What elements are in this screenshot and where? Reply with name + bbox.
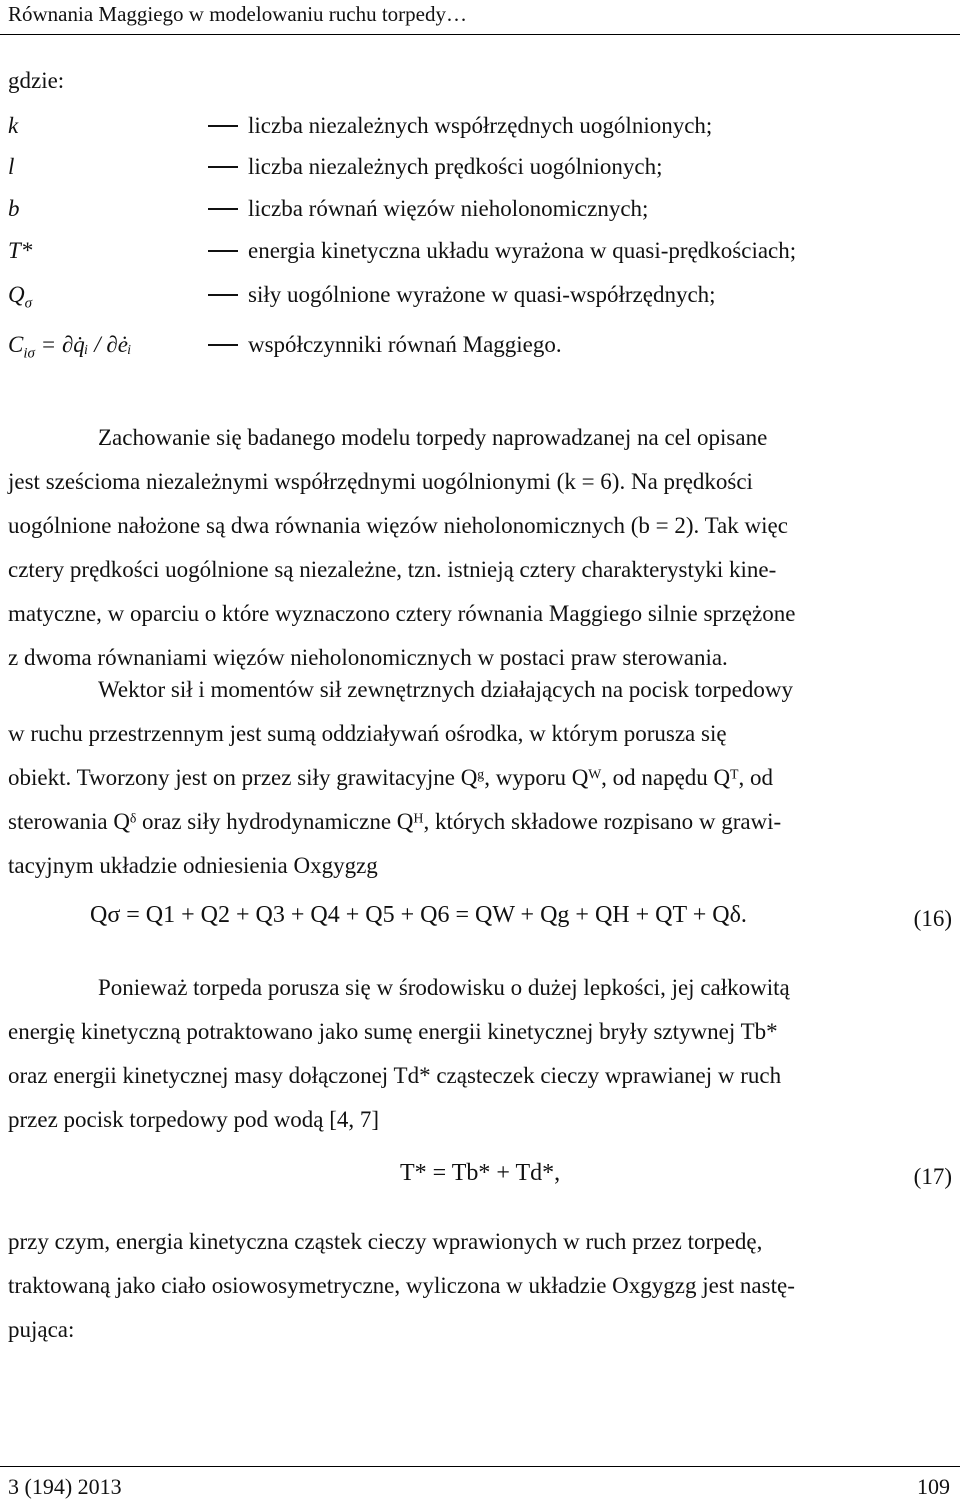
equation-17: T* = Tb* + Td*,	[400, 1160, 561, 1186]
text-line: jest sześcioma niezależnymi współrzędnymi uogólnionymi (k = 6). Na prędkości	[8, 469, 753, 494]
definition-row	[8, 282, 958, 322]
em-dash	[208, 294, 238, 296]
definition-desc: energia kinetyczna układu wyrażona w quasi-prędkościach;	[248, 238, 797, 263]
definition-desc: współczynniki równań Maggiego.	[248, 332, 562, 357]
header-rule	[0, 34, 960, 35]
em-dash	[208, 250, 238, 252]
paragraph	[8, 966, 953, 1142]
text-line: traktowaną jako ciało osiowosymetryczne, wyliczona w układzie Oxgygzg jest nastę-	[8, 1273, 795, 1298]
definition-text	[208, 154, 662, 180]
definition-text	[208, 282, 716, 308]
equation-number: (17)	[913, 1164, 952, 1189]
definition-row	[8, 196, 958, 236]
em-dash	[208, 344, 238, 346]
definition-row	[8, 113, 958, 153]
text-line: sterowania Qᵟ oraz siły hydrodynamiczne Qᴴ, których składowe rozpisano w grawi-	[8, 809, 782, 834]
definition-text	[208, 196, 648, 222]
paragraph	[8, 1220, 953, 1352]
definition-desc: liczba niezależnych prędkości uogólnionych;	[248, 154, 663, 179]
definition-desc: liczba równań więzów nieholonomicznych;	[248, 196, 649, 221]
em-dash	[208, 166, 238, 168]
definition-row	[8, 154, 958, 194]
definition-row	[8, 238, 958, 278]
text-line: obiekt. Tworzony jest on przez siły grawitacyjne Qᵍ, wyporu Qᵂ, od napędu Qᵀ, od	[8, 765, 773, 790]
text-line: cztery prędkości uogólnione są niezależne, tzn. istnieją cztery charakterystyki kine-	[8, 557, 777, 582]
definition-symbol: l	[8, 154, 15, 179]
equation-16: Qσ = Q1 + Q2 + Q3 + Q4 + Q5 + Q6 = QW + Qg + QH + QT + Qδ.	[90, 902, 747, 928]
definition-symbol: $C_{i\sigma}$ = ∂q̇ᵢ / ∂ėᵢ	[8, 332, 132, 362]
definition-desc: liczba niezależnych współrzędnych uogólnionych;	[248, 113, 713, 138]
definition-symbol: b	[8, 196, 20, 221]
text-line: oraz energii kinetycznej masy dołączonej Td* cząsteczek cieczy wprawianej w ruch	[8, 1063, 782, 1088]
definition-text	[208, 332, 562, 358]
text-line: przez pocisk torpedowy pod wodą [4, 7]	[8, 1107, 380, 1132]
paragraph	[8, 668, 953, 888]
equation-number: (16)	[913, 906, 952, 931]
text-line: pująca:	[8, 1317, 75, 1342]
em-dash	[208, 208, 238, 210]
footer-rule	[0, 1466, 960, 1467]
definition-text	[208, 113, 712, 139]
definition-symbol: T*	[8, 238, 33, 263]
text-line: przy czym, energia kinetyczna cząstek cieczy wprawionych w ruch przez torpedę,	[8, 1229, 763, 1254]
em-dash	[208, 125, 238, 127]
definition-text	[208, 238, 796, 264]
text-line: matyczne, w oparciu o które wyznaczono cztery równania Maggiego silnie sprzężone	[8, 601, 796, 626]
text-line: Ponieważ torpeda porusza się w środowisku o dużej lepkości, jej całkowitą	[98, 975, 790, 1000]
text-line: w ruchu przestrzennym jest sumą oddziaływań ośrodka, w którym porusza się	[8, 721, 727, 746]
text-line: tacyjnym układzie odniesienia Oxgygzg	[8, 853, 378, 878]
text-line: Zachowanie się badanego modelu torpedy naprowadzanej na cel opisane	[98, 425, 768, 450]
where-label: gdzie:	[8, 68, 65, 93]
page-number: 109	[917, 1474, 950, 1499]
issue-number: 3 (194) 2013	[8, 1474, 122, 1499]
text-line: uogólnione nałożone są dwa równania więzów nieholonomicznych (b = 2). Tak więc	[8, 513, 788, 538]
text-line: Wektor sił i momentów sił zewnętrznych działających na pocisk torpedowy	[98, 677, 793, 702]
definition-desc: siły uogólnione wyrażone w quasi-współrzędnych;	[248, 282, 716, 307]
running-header: Równania Maggiego w modelowaniu ruchu torpedy…	[8, 2, 467, 26]
text-line: energię kinetyczną potraktowano jako sumę energii kinetycznej bryły sztywnej Tb*	[8, 1019, 778, 1044]
definition-row	[8, 332, 958, 372]
paragraph	[8, 416, 953, 680]
definition-symbol: $Q_\sigma$	[8, 282, 33, 312]
text-line: z dwoma równaniami więzów nieholonomicznych w postaci praw sterowania.	[8, 645, 728, 670]
definition-symbol: k	[8, 113, 19, 138]
